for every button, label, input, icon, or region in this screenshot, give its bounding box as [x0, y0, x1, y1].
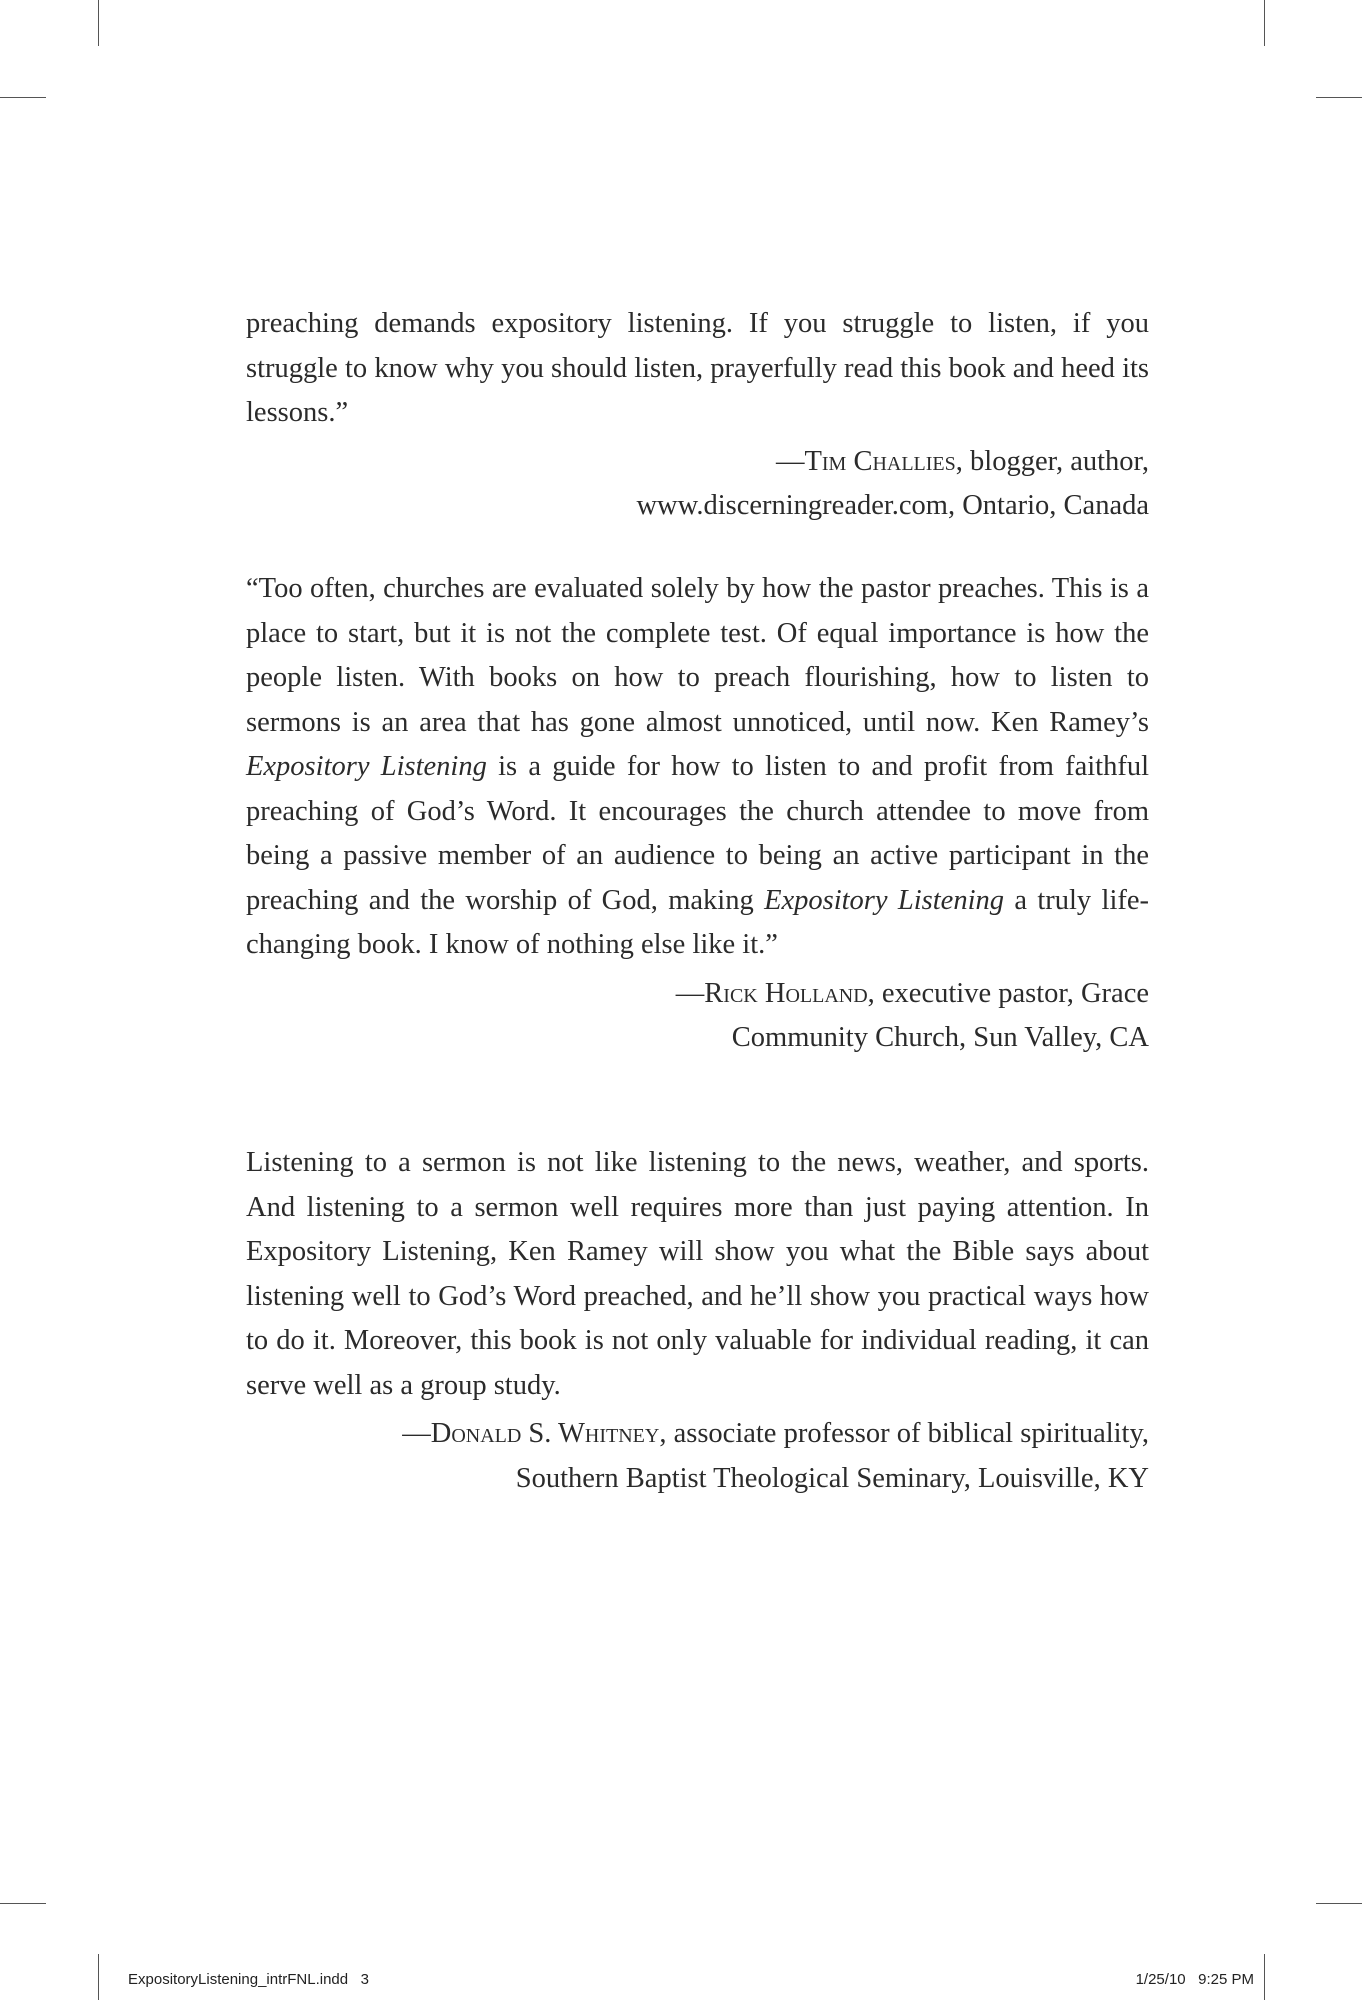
slug-filename: ExpositoryListening_intrFNL.indd 3	[128, 1971, 369, 1988]
endorsement-1	[246, 302, 1149, 529]
endorsement-1-attribution-line-2: www.discerningreader.com, Ontario, Canada	[636, 490, 1149, 521]
crop-mark-right-bottom	[1316, 1903, 1362, 1904]
book-title: Expository Listening	[764, 884, 1004, 916]
crop-mark-bottom-right	[1264, 1954, 1265, 2000]
endorsement-2-text: “Too often, churches are evaluated solely by how the pastor preaches. This is a place to start, but it is not the complete test. Of equal importance is how the people listen. With books on how to preach flourishing, how to listen to sermons is an area that has gone almost unnoticed, until now. Ken Ramey’s Expository Listening is a guide for how to listen to and profit from faithful preaching of God’s Word. It encourages the church attendee to move from being a passive member of an audience to being an active participant in the preaching and the worship of God, making Expository Listening a truly life-changing book. I know of nothing else like it.”	[246, 573, 1150, 960]
crop-mark-top-left	[98, 0, 99, 46]
endorsement-2	[246, 567, 1149, 1061]
endorsement-1-text: preaching demands expository listening. If you struggle to listen, if you struggle to know why you should listen, prayerfully read this book and heed its lessons.”	[246, 308, 1149, 428]
endorsement-3	[246, 1141, 1149, 1501]
crop-mark-left-bottom	[0, 1903, 46, 1904]
endorsement-2-attribution-line-2: Community Church, Sun Valley, CA	[731, 1022, 1149, 1053]
endorser-name: Tim Challies	[804, 445, 956, 477]
crop-mark-right-top	[1316, 97, 1362, 98]
slug-timestamp: 1/25/10 9:25 PM	[1135, 1971, 1254, 1988]
endorser-name: Donald S. Whitney	[430, 1418, 660, 1449]
book-title: Expository Listening	[246, 751, 487, 782]
endorsement-1-attribution-line-1: —Tim Challies, blogger, author,	[775, 445, 1149, 477]
crop-mark-top-right	[1264, 0, 1265, 46]
endorsement-3-attribution-line-1: —Donald S. Whitney, associate professor of biblical spirituality,	[402, 1418, 1149, 1449]
endorser-name: Rick Holland	[704, 977, 868, 1009]
endorsement-3-attribution-line-2: Southern Baptist Theological Seminary, Louisville, KY	[515, 1462, 1149, 1494]
endorsement-2-attribution-line-1: —Rick Holland, executive pastor, Grace	[675, 977, 1149, 1009]
endorsement-3-text: Listening to a sermon is not like listening to the news, weather, and sports. And listening to a sermon well requires more than just paying attention. In Expository Listening, Ken Ramey will show you what the Bible says about listening well to God’s Word preached, and he’ll show you practical ways how to do it. Moreover, this book is not only valuable for individual reading, it can serve well as a group study.	[246, 1147, 1149, 1401]
crop-mark-bottom-left	[98, 1954, 99, 2000]
crop-mark-left-top	[0, 97, 46, 98]
